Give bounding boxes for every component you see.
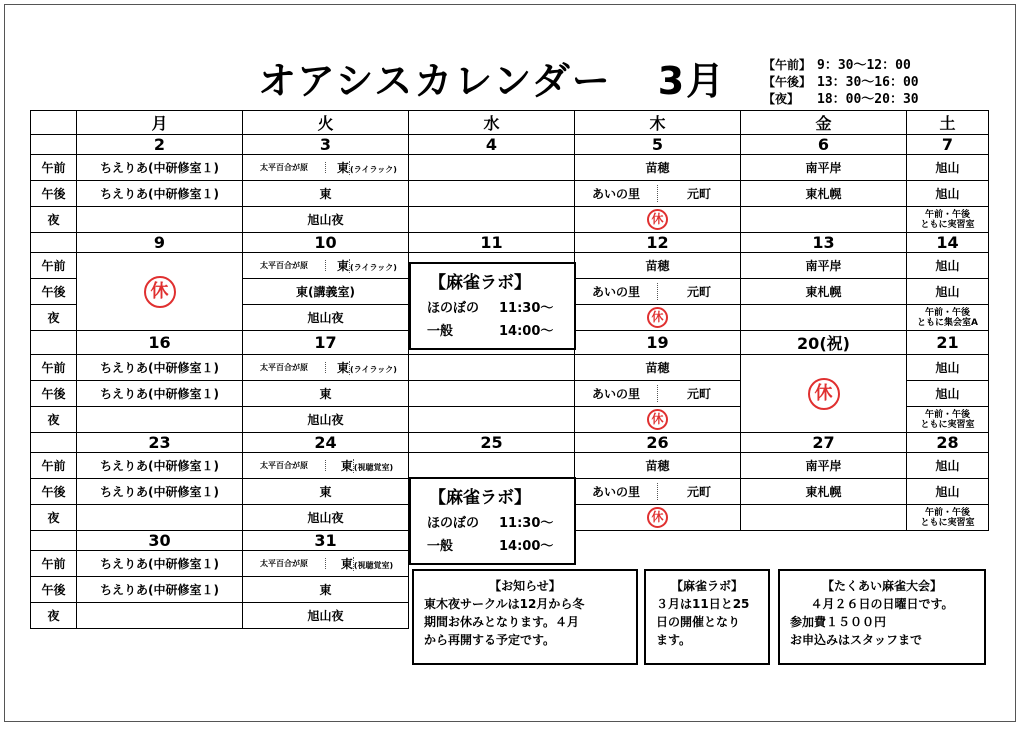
date-cell: 26 — [575, 433, 741, 453]
event-cell: 苗穂 — [575, 453, 741, 479]
notice-title: 【お知らせ】 — [489, 579, 561, 593]
hours-time: 13：30～16：00 — [817, 75, 919, 90]
closed-stamp-icon: 休 — [144, 276, 176, 308]
event-cell: 南平岸 — [741, 453, 907, 479]
slot-label: 夜 — [31, 207, 77, 233]
date-cell: 30 — [77, 531, 243, 551]
event-cell: 太平百合が原 東(ライラック) — [243, 253, 409, 279]
lab-slot-name: 一般 — [427, 324, 454, 339]
closed-stamp-icon: 休 — [647, 409, 668, 430]
slot-row-night — [31, 207, 989, 233]
weekday-header — [31, 111, 989, 135]
event-cell: 旭山夜 — [243, 603, 409, 629]
event-cell — [409, 381, 575, 407]
lab-slot-name: 一般 — [427, 539, 454, 554]
event-cell: 東札幌 — [741, 181, 907, 207]
lab-note-box: 【麻雀ラボ】 ３月は11日と25 日の開催となり ます。 — [644, 569, 770, 665]
event-cell: 苗穂 — [575, 355, 741, 381]
event-cell: 旭山 — [907, 479, 989, 505]
tournament-title: 【たくあい麻雀大会】 — [821, 579, 942, 593]
corner-cell — [31, 111, 77, 135]
event-cell: 旭山夜 — [243, 305, 409, 331]
event-cell: あいの里 元町 — [575, 381, 741, 407]
date-cell: 27 — [741, 433, 907, 453]
event-cell: 南平岸 — [741, 253, 907, 279]
event-cell: ちえりあ(中研修室１) — [77, 155, 243, 181]
date-cell: 10 — [243, 233, 409, 253]
event-cell: 東 — [243, 479, 409, 505]
date-cell: 11 — [409, 233, 575, 253]
event-cell: 東(講義室) — [243, 279, 409, 305]
lab-slot-time: 11:30～ — [499, 301, 554, 316]
date-cell: 23 — [77, 433, 243, 453]
date-cell: 3 — [243, 135, 409, 155]
slot-label: 午後 — [31, 279, 77, 305]
hours-time: 9：30～12：00 — [817, 58, 911, 73]
closed-stamp-icon: 休 — [647, 209, 668, 230]
event-cell — [575, 305, 741, 331]
hours-legend — [763, 57, 919, 108]
closed-stamp-icon: 休 — [647, 307, 668, 328]
weekday-tue: 火 — [243, 111, 409, 135]
slot-label: 午後 — [31, 181, 77, 207]
date-cell: 24 — [243, 433, 409, 453]
lab-slot-time: 14:00～ — [499, 324, 554, 339]
title-month: 3月 — [657, 59, 727, 103]
event-cell — [741, 355, 907, 433]
slot-label: 午前 — [31, 551, 77, 577]
event-cell: 旭山夜 — [243, 207, 409, 233]
date-cell: 14 — [907, 233, 989, 253]
slot-label: 午前 — [31, 155, 77, 181]
closed-stamp-icon: 休 — [808, 378, 840, 410]
event-cell: 太平百合が原 東(ライラック) — [243, 355, 409, 381]
date-cell: 31 — [243, 531, 409, 551]
event-cell: 東 — [243, 381, 409, 407]
mahjong-lab-box — [409, 477, 576, 565]
event-cell: 太平百合が原 東(視聴覚室) — [243, 551, 409, 577]
date-cell: 5 — [575, 135, 741, 155]
event-cell: 旭山夜 — [243, 505, 409, 531]
event-cell: 東 — [243, 181, 409, 207]
event-cell — [741, 305, 907, 331]
slot-label: 夜 — [31, 603, 77, 629]
lab-slot-name: ほのぼの — [427, 516, 480, 531]
event-cell — [77, 603, 243, 629]
event-cell: ちえりあ(中研修室１) — [77, 181, 243, 207]
event-cell: ちえりあ(中研修室１) — [77, 381, 243, 407]
date-cell: 7 — [907, 135, 989, 155]
event-cell: 旭山 — [907, 381, 989, 407]
event-cell: 午前・午後 ともに集会室A — [907, 305, 989, 331]
slot-row-am — [31, 453, 989, 479]
event-cell: 東札幌 — [741, 479, 907, 505]
hours-time: 18：00～20：30 — [817, 92, 919, 107]
date-cell: 19 — [575, 331, 741, 355]
event-cell — [409, 155, 575, 181]
event-cell — [741, 207, 907, 233]
lab-title: 【麻雀ラボ】 — [429, 488, 531, 508]
event-cell: 太平百合が原 東(ライラック) — [243, 155, 409, 181]
hours-label: 【夜】 — [763, 92, 800, 106]
hours-label: 【午前】 — [763, 58, 812, 72]
weekday-sat: 土 — [907, 111, 989, 135]
event-cell: 旭山 — [907, 253, 989, 279]
event-cell: 午前・午後 ともに実習室 — [907, 505, 989, 531]
event-cell: ちえりあ(中研修室１) — [77, 577, 243, 603]
event-cell: 旭山 — [907, 355, 989, 381]
slot-label: 午前 — [31, 253, 77, 279]
event-cell: ちえりあ(中研修室１) — [77, 551, 243, 577]
weekday-wed: 水 — [409, 111, 575, 135]
date-cell: 4 — [409, 135, 575, 155]
weekday-mon: 月 — [77, 111, 243, 135]
mahjong-lab-box — [409, 262, 576, 350]
slot-label: 夜 — [31, 407, 77, 433]
weekday-fri: 金 — [741, 111, 907, 135]
slot-row-am — [31, 155, 989, 181]
lab-slot-time: 14:00～ — [499, 539, 554, 554]
tournament-box: 【たくあい麻雀大会】 ４月２６日の日曜日です。 参加費１５００円 お申込みはスタッフまで — [778, 569, 986, 665]
event-cell: ちえりあ(中研修室１) — [77, 479, 243, 505]
event-cell: 旭山 — [907, 155, 989, 181]
slot-label: 夜 — [31, 305, 77, 331]
title-main: オアシスカレンダー — [258, 59, 612, 103]
slot-label: 午前 — [31, 355, 77, 381]
date-cell: 6 — [741, 135, 907, 155]
date-cell: 25 — [409, 433, 575, 453]
event-cell: ちえりあ(中研修室１) — [77, 453, 243, 479]
date-cell: 12 — [575, 233, 741, 253]
date-row — [31, 433, 989, 453]
date-cell: 28 — [907, 433, 989, 453]
event-cell: 旭山 — [907, 181, 989, 207]
event-cell: 旭山夜 — [243, 407, 409, 433]
date-cell: 20(祝) — [741, 331, 907, 355]
date-cell: 17 — [243, 331, 409, 355]
lab-title: 【麻雀ラボ】 — [429, 273, 531, 293]
hours-label: 【午後】 — [763, 75, 812, 89]
event-cell: 苗穂 — [575, 253, 741, 279]
event-cell — [409, 207, 575, 233]
event-cell — [409, 355, 575, 381]
event-cell: 東札幌 — [741, 279, 907, 305]
date-cell: 13 — [741, 233, 907, 253]
event-cell — [575, 207, 741, 233]
event-cell — [741, 505, 907, 531]
page-title — [258, 50, 726, 105]
slot-label: 午前 — [31, 453, 77, 479]
event-cell — [77, 253, 243, 331]
event-cell: 旭山 — [907, 453, 989, 479]
notice-box: 【お知らせ】 東木夜サークルは12月から冬 期間お休みとなります。４月 から再開する予定です。 — [412, 569, 638, 665]
event-cell: あいの里 元町 — [575, 181, 741, 207]
event-cell: 旭山 — [907, 279, 989, 305]
event-cell — [77, 407, 243, 433]
slot-label: 午後 — [31, 381, 77, 407]
event-cell: 午前・午後 ともに実習室 — [907, 207, 989, 233]
date-cell: 16 — [77, 331, 243, 355]
closed-stamp-icon: 休 — [647, 507, 668, 528]
lab-slot-name: ほのぼの — [427, 301, 480, 316]
event-cell: 太平百合が原 東(視聴覚室) — [243, 453, 409, 479]
event-cell — [409, 181, 575, 207]
lab-slot-time: 11:30～ — [499, 516, 554, 531]
event-cell: 南平岸 — [741, 155, 907, 181]
date-cell: 9 — [77, 233, 243, 253]
event-cell — [77, 207, 243, 233]
date-cell: 2 — [77, 135, 243, 155]
slot-label: 夜 — [31, 505, 77, 531]
weekday-thu: 木 — [575, 111, 741, 135]
event-cell: 東 — [243, 577, 409, 603]
event-cell — [409, 407, 575, 433]
event-cell — [575, 505, 741, 531]
date-cell: 21 — [907, 331, 989, 355]
event-cell — [77, 505, 243, 531]
event-cell: あいの里 元町 — [575, 279, 741, 305]
lab-note-title: 【麻雀ラボ】 — [670, 579, 743, 593]
slot-label: 午後 — [31, 577, 77, 603]
event-cell: 午前・午後 ともに実習室 — [907, 407, 989, 433]
slot-label: 午後 — [31, 479, 77, 505]
slot-row-am — [31, 355, 989, 381]
event-cell: あいの里 元町 — [575, 479, 741, 505]
slot-row-pm — [31, 181, 989, 207]
event-cell: 苗穂 — [575, 155, 741, 181]
date-row — [31, 135, 989, 155]
event-cell: ちえりあ(中研修室１) — [77, 355, 243, 381]
event-cell — [575, 407, 741, 433]
date-row — [31, 233, 989, 253]
